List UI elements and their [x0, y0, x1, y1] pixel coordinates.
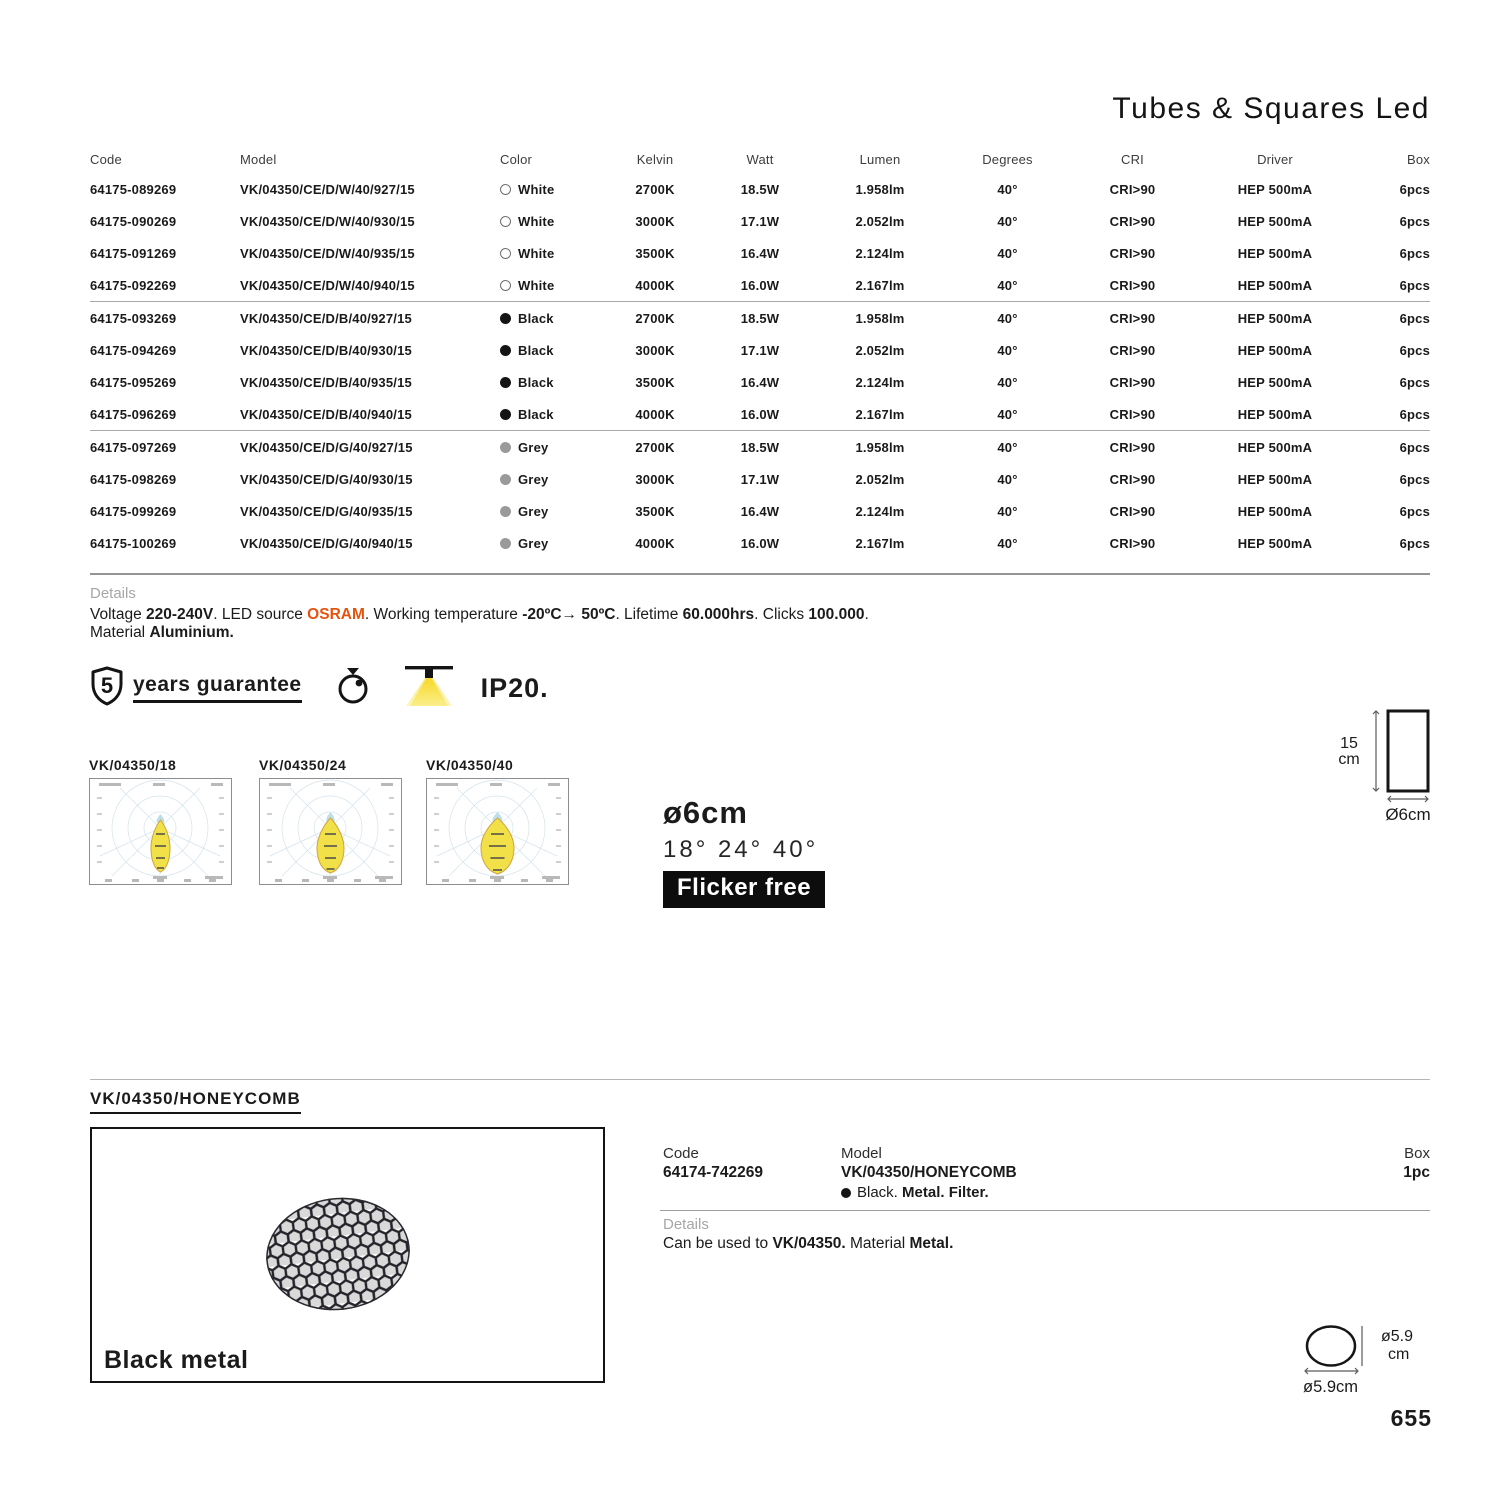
cell-lumen: 1.958lm: [855, 181, 905, 197]
hc-box-label: Box: [1404, 1145, 1430, 1162]
cell-code: 64175-091269: [90, 245, 177, 261]
ceiling-light-beam-icon: [403, 665, 455, 712]
cell-kelvin: 2700K: [635, 181, 675, 197]
hc-usage-line: Can be used to VK/04350. Material Metal.: [663, 1235, 954, 1252]
svg-text:15: 15: [1340, 735, 1358, 752]
photometric-diagram-18: [89, 757, 232, 890]
cell-degrees: 40°: [997, 471, 1018, 487]
photometric-diagram-24: [259, 757, 402, 890]
cell-code: 64175-093269: [90, 310, 177, 326]
svg-text:ø5.9cm: ø5.9cm: [1303, 1378, 1359, 1396]
table-row: [90, 237, 1430, 269]
col-header-lumen: Lumen: [859, 151, 901, 167]
cell-cri: CRI>90: [1109, 181, 1156, 197]
cell-watt: 16.4W: [740, 245, 780, 261]
col-header-driver: Driver: [1257, 151, 1293, 167]
details-label: Details: [90, 585, 136, 602]
color-label: Grey: [518, 471, 549, 487]
cell-degrees: 40°: [997, 181, 1018, 197]
cell-box: 6pcs: [1399, 277, 1430, 293]
cell-kelvin: 4000K: [635, 277, 675, 293]
cell-lumen: 2.052lm: [855, 213, 905, 229]
color-swatch-icon: [500, 442, 511, 453]
cell-color: [500, 343, 605, 358]
table-row: [90, 173, 1430, 205]
cell-kelvin: 2700K: [635, 439, 675, 455]
cell-kelvin: 3000K: [635, 471, 675, 487]
cell-cri: CRI>90: [1109, 310, 1156, 326]
cell-code: 64175-099269: [90, 503, 177, 519]
cell-lumen: 2.124lm: [855, 503, 905, 519]
cell-lumen: 2.124lm: [855, 245, 905, 261]
cell-watt: 16.4W: [740, 503, 780, 519]
details-block: [90, 585, 869, 642]
cell-code: 64175-089269: [90, 181, 177, 197]
cell-color: [500, 278, 605, 293]
cell-lumen: 1.958lm: [855, 310, 905, 326]
svg-text:ø5.9: ø5.9: [1381, 1328, 1414, 1345]
cell-model: VK/04350/CE/D/W/40/935/15: [240, 245, 415, 261]
color-label: Grey: [518, 503, 549, 519]
cell-cri: CRI>90: [1109, 406, 1156, 422]
col-header-degrees: Degrees: [982, 151, 1033, 167]
cell-box: 6pcs: [1399, 181, 1430, 197]
cell-kelvin: 3000K: [635, 342, 675, 358]
table-row: [90, 366, 1430, 398]
polar-curve-chart: [89, 778, 232, 885]
tube-dimension-drawing: [1330, 700, 1445, 830]
color-label: Black: [518, 310, 554, 326]
svg-text:5: 5: [100, 672, 114, 698]
cell-code: 64175-090269: [90, 213, 177, 229]
table-rows: [90, 173, 1430, 559]
cell-watt: 17.1W: [740, 342, 780, 358]
cell-degrees: 40°: [997, 535, 1018, 551]
honeycomb-filter-image: [258, 1191, 418, 1321]
photometric-diagram-40: [426, 757, 569, 890]
cell-kelvin: 2700K: [635, 310, 675, 326]
cell-lumen: 2.167lm: [855, 406, 905, 422]
guarantee-shield-icon: [89, 666, 125, 711]
cell-driver: HEP 500mA: [1237, 374, 1313, 390]
table-row: [90, 431, 1430, 463]
cell-box: 6pcs: [1399, 439, 1430, 455]
color-label: Grey: [518, 439, 549, 455]
col-header-cri: CRI: [1121, 151, 1144, 167]
cell-driver: HEP 500mA: [1237, 342, 1313, 358]
table-row: [90, 334, 1430, 366]
color-label: White: [518, 245, 555, 261]
cell-kelvin: 3000K: [635, 213, 675, 229]
cell-watt: 16.0W: [740, 406, 780, 422]
cell-code: 64175-094269: [90, 342, 177, 358]
cell-code: 64175-096269: [90, 406, 177, 422]
cell-watt: 16.0W: [740, 277, 780, 293]
cell-watt: 18.5W: [740, 181, 780, 197]
cell-model: VK/04350/CE/D/W/40/930/15: [240, 213, 415, 229]
cell-color: [500, 311, 605, 326]
cell-code: 64175-098269: [90, 471, 177, 487]
color-swatch-icon: [500, 280, 511, 291]
cell-driver: HEP 500mA: [1237, 406, 1313, 422]
cell-color: [500, 246, 605, 261]
col-header-model: Model: [240, 151, 277, 167]
color-label: Black: [518, 374, 554, 390]
cell-watt: 17.1W: [740, 213, 780, 229]
cell-driver: HEP 500mA: [1237, 471, 1313, 487]
col-header-box: Box: [1406, 151, 1430, 167]
table-row: [90, 463, 1430, 495]
diagram-label: VK/04350/18: [89, 757, 177, 773]
color-label: White: [518, 277, 555, 293]
cell-watt: 18.5W: [740, 439, 780, 455]
cell-kelvin: 3500K: [635, 374, 675, 390]
guarantee-row: [89, 663, 549, 713]
cell-color: [500, 375, 605, 390]
cell-watt: 18.5W: [740, 310, 780, 326]
cell-code: 64175-100269: [90, 535, 177, 551]
cell-driver: HEP 500mA: [1237, 245, 1313, 261]
color-label: Black: [518, 342, 554, 358]
table-row: [90, 398, 1430, 431]
cell-model: VK/04350/CE/D/G/40/927/15: [240, 439, 413, 455]
hc-variant-text: Black. Metal. Filter.: [857, 1184, 989, 1201]
cell-driver: HEP 500mA: [1237, 277, 1313, 293]
table-row: [90, 269, 1430, 302]
honeycomb-image-box: [90, 1127, 605, 1383]
cell-color: [500, 214, 605, 229]
hc-model-label: Model: [841, 1145, 882, 1162]
cell-color: [500, 536, 605, 551]
cell-model: VK/04350/CE/D/W/40/927/15: [240, 181, 415, 197]
hc-details-label: Details: [663, 1216, 709, 1233]
cell-cri: CRI>90: [1109, 342, 1156, 358]
color-swatch-icon: [500, 216, 511, 227]
table-bottom-rule: [90, 573, 1430, 575]
cell-lumen: 2.167lm: [855, 277, 905, 293]
section-divider: [90, 1079, 1430, 1080]
cell-lumen: 2.052lm: [855, 471, 905, 487]
cell-cri: CRI>90: [1109, 503, 1156, 519]
ip-rating: IP20.: [480, 672, 549, 703]
details-line-2: Material Aluminium.: [90, 624, 234, 641]
color-swatch-icon: [500, 538, 511, 549]
cell-watt: 17.1W: [740, 471, 780, 487]
cell-degrees: 40°: [997, 406, 1018, 422]
cell-model: VK/04350/CE/D/W/40/940/15: [240, 277, 415, 293]
hc-model-value: VK/04350/HONEYCOMB: [841, 1164, 1017, 1181]
cell-box: 6pcs: [1399, 503, 1430, 519]
col-header-kelvin: Kelvin: [636, 151, 674, 167]
svg-text:cm: cm: [1338, 751, 1360, 768]
hc-code-value: 64174-742269: [663, 1164, 763, 1181]
cell-code: 64175-092269: [90, 277, 177, 293]
color-swatch-icon: [500, 377, 511, 388]
cell-color: [500, 182, 605, 197]
cell-driver: HEP 500mA: [1237, 310, 1313, 326]
hc-box-qty: 1pc: [1403, 1164, 1430, 1181]
cell-model: VK/04350/CE/D/B/40/930/15: [240, 342, 412, 358]
color-swatch-icon: [500, 506, 511, 517]
cell-driver: HEP 500mA: [1237, 213, 1313, 229]
details-line-1: Voltage 220-240V. LED source OSRAM. Working temperature -20ºC→ 50ºC. Lifetime 60.000hrs. Clicks 100.000.: [90, 606, 869, 623]
cell-model: VK/04350/CE/D/G/40/930/15: [240, 471, 413, 487]
svg-text:cm: cm: [1388, 1346, 1410, 1363]
cell-box: 6pcs: [1399, 245, 1430, 261]
cell-cri: CRI>90: [1109, 439, 1156, 455]
cell-driver: HEP 500mA: [1237, 439, 1313, 455]
hc-code-label: Code: [663, 1145, 699, 1162]
polar-curve-chart: [426, 778, 569, 885]
cell-cri: CRI>90: [1109, 535, 1156, 551]
diagram-label: VK/04350/24: [259, 757, 347, 773]
color-swatch-icon: [500, 248, 511, 259]
honeycomb-caption: Black metal: [104, 1346, 249, 1374]
cell-kelvin: 3500K: [635, 503, 675, 519]
cell-code: 64175-095269: [90, 374, 177, 390]
color-swatch-icon: [500, 409, 511, 420]
hc-divider: [660, 1210, 1430, 1211]
table-row: [90, 495, 1430, 527]
spec-block: [663, 795, 825, 908]
cell-box: 6pcs: [1399, 342, 1430, 358]
cell-degrees: 40°: [997, 245, 1018, 261]
col-header-code: Code: [90, 151, 122, 167]
cell-kelvin: 4000K: [635, 535, 675, 551]
color-label: White: [518, 213, 555, 229]
cell-lumen: 1.958lm: [855, 439, 905, 455]
cell-model: VK/04350/CE/D/G/40/940/15: [240, 535, 413, 551]
black-swatch-icon: [841, 1188, 851, 1198]
color-swatch-icon: [500, 184, 511, 195]
page-title: Tubes & Squares Led: [1112, 92, 1430, 125]
cell-degrees: 40°: [997, 374, 1018, 390]
cell-box: 6pcs: [1399, 310, 1430, 326]
table-row: [90, 302, 1430, 334]
page-number: 655: [1390, 1405, 1432, 1431]
cell-model: VK/04350/CE/D/B/40/940/15: [240, 406, 412, 422]
flicker-free-badge: Flicker free: [663, 871, 825, 908]
cell-watt: 16.4W: [740, 374, 780, 390]
cell-color: [500, 440, 605, 455]
cell-model: VK/04350/CE/D/G/40/935/15: [240, 503, 413, 519]
cell-kelvin: 4000K: [635, 406, 675, 422]
table-row: [90, 527, 1430, 559]
cell-cri: CRI>90: [1109, 471, 1156, 487]
col-header-watt: Watt: [746, 151, 774, 167]
polar-curve-chart: [259, 778, 402, 885]
cell-color: [500, 504, 605, 519]
cell-color: [500, 407, 605, 422]
cell-model: VK/04350/CE/D/B/40/935/15: [240, 374, 412, 390]
svg-text:Ø6cm: Ø6cm: [1385, 805, 1431, 824]
cell-model: VK/04350/CE/D/B/40/927/15: [240, 310, 412, 326]
cell-lumen: 2.124lm: [855, 374, 905, 390]
cell-cri: CRI>90: [1109, 277, 1156, 293]
cell-color: [500, 472, 605, 487]
cell-degrees: 40°: [997, 439, 1018, 455]
color-label: Grey: [518, 535, 549, 551]
hc-variant-line: [841, 1184, 989, 1201]
color-label: Black: [518, 406, 554, 422]
cell-cri: CRI>90: [1109, 245, 1156, 261]
color-swatch-icon: [500, 313, 511, 324]
spec-diameter: ø6cm: [663, 795, 748, 830]
cell-driver: HEP 500mA: [1237, 181, 1313, 197]
cell-box: 6pcs: [1399, 471, 1430, 487]
cell-box: 6pcs: [1399, 374, 1430, 390]
cell-code: 64175-097269: [90, 439, 177, 455]
honeycomb-heading: VK/04350/HONEYCOMB: [90, 1089, 301, 1114]
table-row: [90, 205, 1430, 237]
cell-degrees: 40°: [997, 277, 1018, 293]
filter-dimension-drawing: [1295, 1318, 1445, 1403]
cell-lumen: 2.052lm: [855, 342, 905, 358]
cell-watt: 16.0W: [740, 535, 780, 551]
osram-brand: OSRAM: [307, 606, 365, 623]
cell-cri: CRI>90: [1109, 374, 1156, 390]
guarantee-label: years guarantee: [133, 673, 302, 703]
cell-driver: HEP 500mA: [1237, 503, 1313, 519]
spec-angles: 18° 24° 40°: [663, 836, 819, 863]
cell-box: 6pcs: [1399, 535, 1430, 551]
color-swatch-icon: [500, 474, 511, 485]
cell-degrees: 40°: [997, 342, 1018, 358]
cell-kelvin: 3500K: [635, 245, 675, 261]
cell-box: 6pcs: [1399, 213, 1430, 229]
color-swatch-icon: [500, 345, 511, 356]
diagram-label: VK/04350/40: [426, 757, 514, 773]
cell-degrees: 40°: [997, 213, 1018, 229]
color-label: White: [518, 181, 555, 197]
col-header-color: Color: [500, 151, 533, 167]
products-table: [90, 145, 1430, 575]
table-header-row: [90, 145, 1430, 173]
dimmer-icon: [336, 667, 370, 710]
cell-lumen: 2.167lm: [855, 535, 905, 551]
cell-driver: HEP 500mA: [1237, 535, 1313, 551]
cell-degrees: 40°: [997, 310, 1018, 326]
cell-degrees: 40°: [997, 503, 1018, 519]
cell-box: 6pcs: [1399, 406, 1430, 422]
cell-cri: CRI>90: [1109, 213, 1156, 229]
